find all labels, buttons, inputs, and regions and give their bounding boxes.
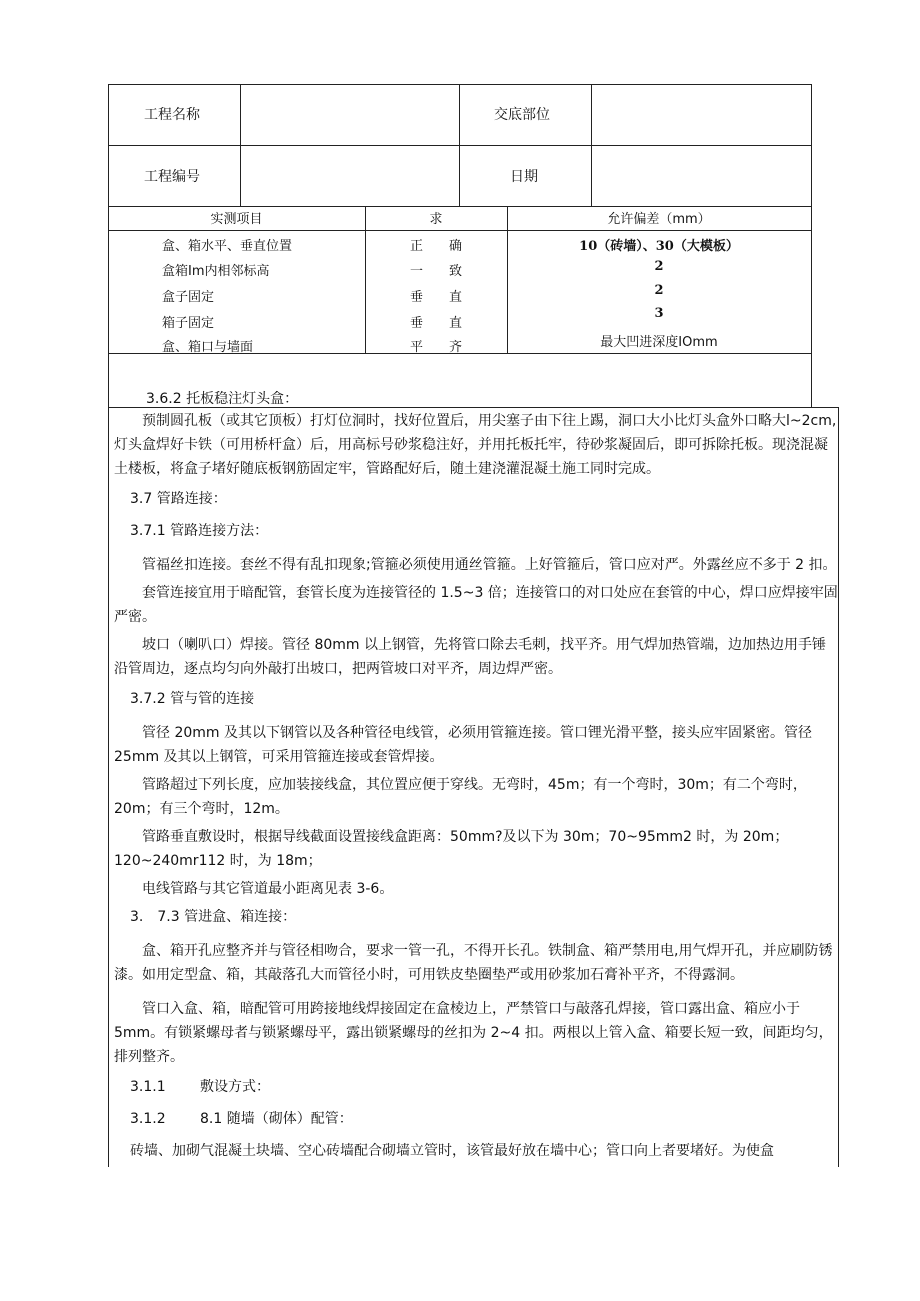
heading-3-7: 3.7 管路连接： <box>130 491 227 507</box>
measure-row-item: 盒箱Im内相邻标高 <box>162 264 270 279</box>
handover-part-label: 交底部位 <box>494 107 550 123</box>
paragraph-bevel-welding: 坡口（喇叭口）焊接。管径 80mm 以上钢管，先将管口除去毛刺，找平齐。用气焊加热管端，边加热边用手锤沿管周边，逐点均匀向外敲打出坡口，把两管坡口对平齐，周边焊严密。 <box>114 637 826 677</box>
project-name-label: 工程名称 <box>144 107 200 123</box>
top-table-col-divider-1 <box>240 84 241 206</box>
paragraph-pipe-into-box: 管口入盒、箱，暗配管可用跨接地线焊接固定在盒棱边上，严禁管口与敲落孔焊接，管口露出盒、箱应小于 5mm。有锁紧螺母者与锁紧螺母平，露出锁紧螺母的丝扣为 2~4 扣。两根以上管入盒、箱要长短一致，间距均匀，排列整齐。 <box>114 1001 833 1065</box>
measure-row-req: 平 齐 <box>409 340 462 355</box>
section-3-6-2-title: 3.6.2 托板稳注灯头盒： <box>146 391 299 407</box>
top-table-col-divider-2 <box>459 84 460 206</box>
measure-col-divider-1 <box>365 206 366 354</box>
measure-row-req: 正 确 <box>409 239 462 254</box>
measure-row-tol: 最大凹进深度IOmm <box>600 335 718 350</box>
measure-row-req: 一 致 <box>409 264 462 279</box>
heading-3-7-2: 3.7.2 管与管的连接 <box>130 691 255 707</box>
paragraph-sleeve-connection: 套管连接宜用于暗配管，套管长度为连接管径的 1.5~3 倍；连接管口的对口处应在套管的中心，焊口应焊接牢固严密。 <box>114 585 838 625</box>
measure-row-item: 盒、箱口与墙面 <box>162 340 254 355</box>
measure-col-item-header: 实测项目 <box>210 212 263 227</box>
measure-row-item: 箱子固定 <box>162 316 215 331</box>
top-table-border-right <box>811 84 812 408</box>
top-table-border-bottom <box>108 206 812 207</box>
measure-row-req: 垂 直 <box>409 316 462 331</box>
measure-row-tol: 3 <box>654 306 664 321</box>
heading-3-7-1: 3.7.1 管路连接方法： <box>130 523 269 539</box>
top-table-col-divider-3 <box>591 84 592 206</box>
measure-row-tol: 2 <box>654 259 664 274</box>
paragraph-box-opening: 盒、箱开孔应整齐并与管径相吻合，要求一管一孔，不得开长孔。铁制盒、箱严禁用电,用气焊开孔，并应刷防锈漆。如用定型盒、箱，其敲落孔大而管径小时，可用铁皮垫圈垫严或用砂浆加石膏补平齐，不得露洞。 <box>114 943 833 983</box>
date-label: 日期 <box>510 169 538 185</box>
paragraph-vertical-laying: 管路垂直敷设时，根据导线截面设置接线盒距离：50mm?及以下为 30m；70~95mm2 时，为 20m；120~240mr112 时，为 18m； <box>114 829 789 869</box>
heading-3-1-1-text: 敷设方式： <box>200 1079 270 1095</box>
measure-header-divider <box>108 230 812 231</box>
top-table-border-left <box>108 84 109 408</box>
measure-col-tol-header: 允许偏差（mm） <box>607 212 711 227</box>
heading-7-3: 3. 7.3 管进盒、箱连接： <box>130 909 297 925</box>
body-box-top <box>108 407 839 408</box>
measure-row-tol: 10（砖墙）、30（大模板） <box>579 239 739 254</box>
heading-3-1-2 <box>114 1107 838 1131</box>
body-content <box>114 409 838 1163</box>
heading-3-1-1 <box>114 1075 838 1099</box>
body-box-left <box>108 407 109 1167</box>
paragraph-precast-slab: 预制圆孔板（或其它顶板）打灯位洞时，找好位置后，用尖塞子由下往上踢，洞口大小比灯头盒外口略大l~2cm,灯头盒焊好卡铁（可用桥杆盒）后，用高标号砂浆稳注好，并用托板托牢，待砂浆凝固后，即可拆除托板。现浇混凝土楼板，将盒子堵好随底板钢筋固定牢，管路配好后，随土建浇灌混凝土施工同时完成。 <box>114 413 837 477</box>
body-box-right <box>838 407 839 1167</box>
heading-3-1-1-number: 3.1.1 <box>130 1079 166 1095</box>
measure-col-req-header: 求 <box>429 212 443 227</box>
measure-row-req: 垂 直 <box>409 290 462 305</box>
measure-row-item: 盒、箱水平、垂直位置 <box>162 239 293 254</box>
measure-row-item: 盒子固定 <box>162 290 215 305</box>
paragraph-min-distance: 电线管路与其它管道最小距离见表 3-6。 <box>142 881 394 897</box>
paragraph-wall-piping: 砖墙、加砌气混凝土块墙、空心砖墙配合砌墙立管时，该管最好放在墙中心；管口向上者要堵好。为使盒 <box>130 1143 774 1159</box>
top-table-row-divider <box>108 145 812 146</box>
measure-row-tol: 2 <box>654 283 664 298</box>
heading-3-1-2-text: 8.1 随墙（砌体）配管： <box>200 1111 353 1127</box>
heading-3-1-2-number: 3.1.2 <box>130 1111 166 1127</box>
paragraph-pipe-to-pipe: 管径 20mm 及其以下钢管以及各种管径电线管，必须用管箍连接。管口锂光滑平整，接头应牢固紧密。管径 25mm 及其以上钢管，可采用管箍连接或套管焊接。 <box>114 725 812 765</box>
paragraph-thread-connection: 管福丝扣连接。套丝不得有乱扣现象;管箍必须使用通丝管箍。上好管箍后，管口应对严。外露丝应不多于 2 扣。 <box>142 557 837 573</box>
project-no-label: 工程编号 <box>144 169 200 185</box>
top-table-border-top <box>108 84 812 85</box>
paragraph-junction-box-length: 管路超过下列长度，应加装接线盒，其位置应便于穿线。无弯时，45m；有一个弯时，30m；有二个弯时，20m；有三个弯时，12m。 <box>114 777 807 817</box>
